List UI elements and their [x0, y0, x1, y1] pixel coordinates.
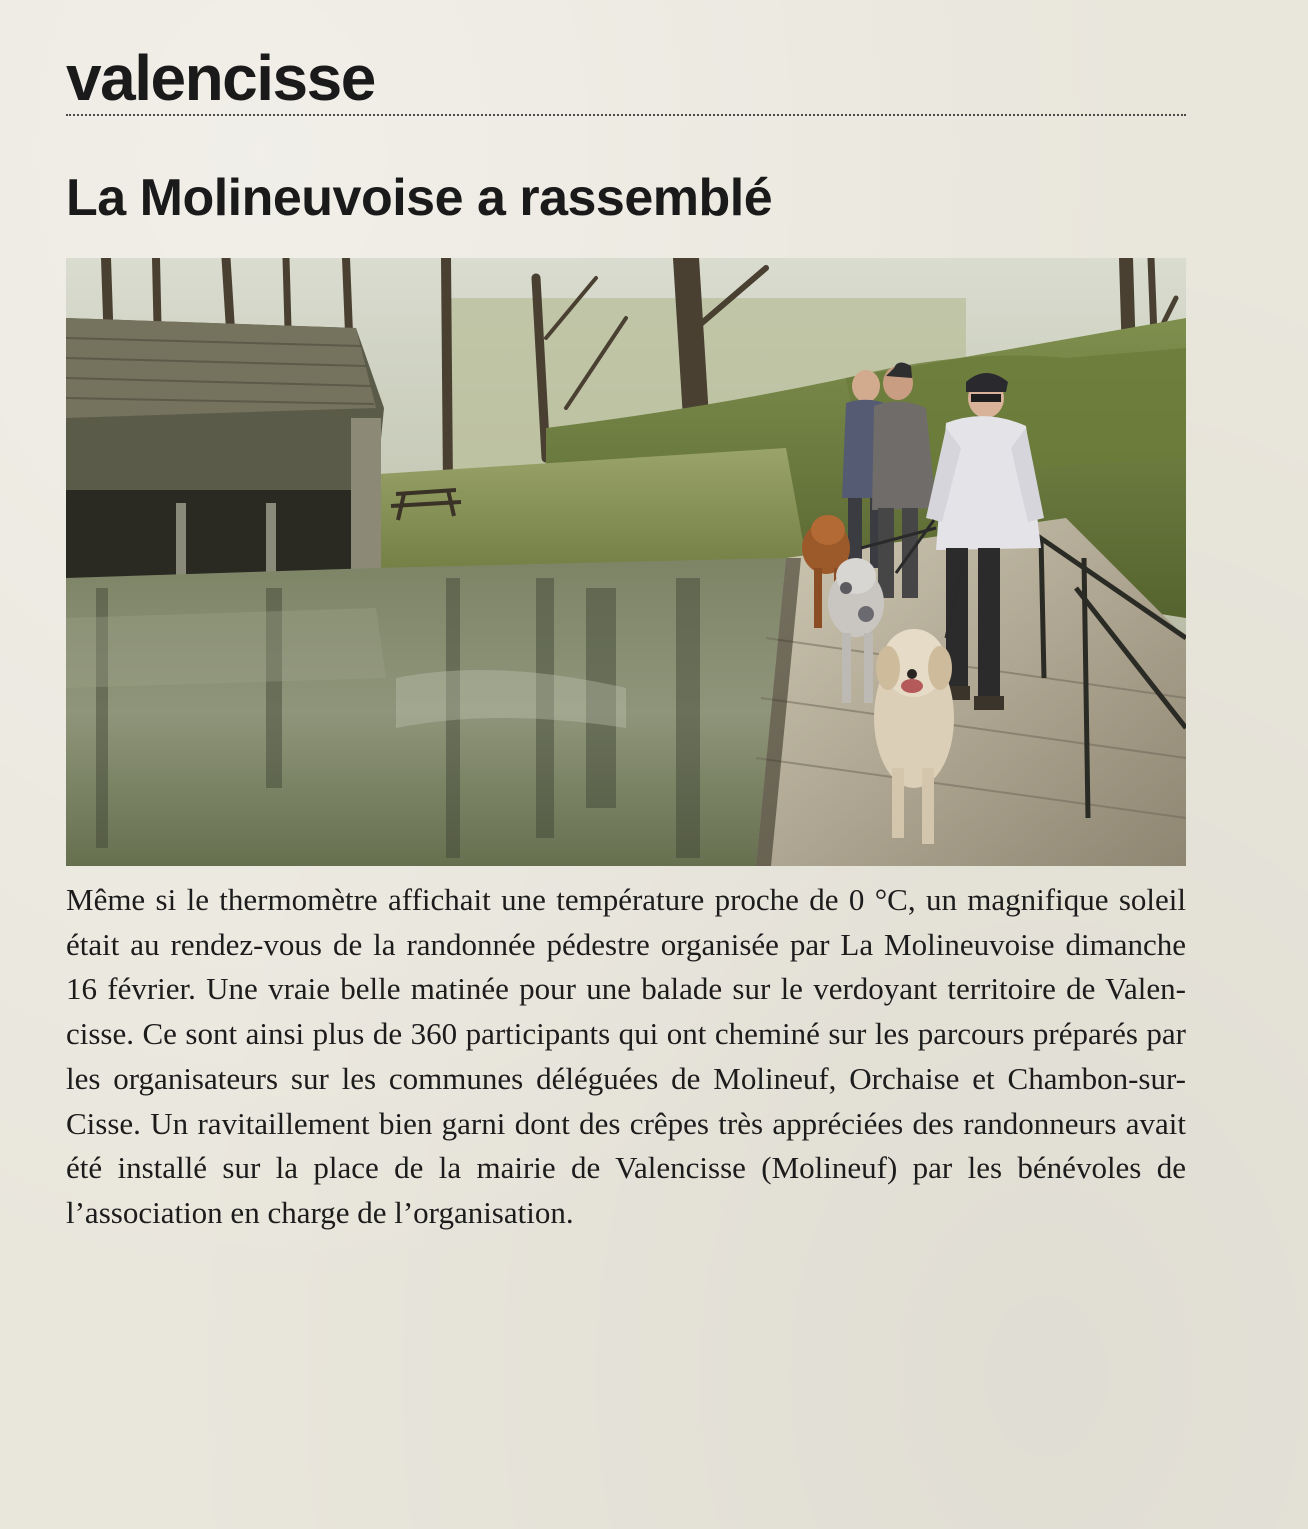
article-body: Même si le thermomètre affichait une température proche de 0 °C, un magnifique soleil était au rendez-vous de la randonnée pédestre organisée par La Molineuvoise dimanche 16 février. Une vraie belle matinée pour une balade sur le verdoyant territoire de Valencisse. Ce sont ainsi plus de 360 participants qui ont cheminé sur les parcours préparés par les organisateurs sur les communes déléguées de Molineuf, Orchaise et Chambon-sur-Cisse. Un ravitaillement bien garni dont des crêpes très appréciées des randonneurs avait été installé sur la place de la mairie de Valencisse (Molineuf) par les bénévoles de l’association en charge de l’organisation.	[66, 882, 1186, 1230]
article-photo	[66, 258, 1186, 866]
article-headline: La Molineuvoise a rassemblé	[66, 169, 773, 227]
section-title: valencisse	[66, 42, 375, 114]
photo-illustration	[66, 258, 1186, 866]
section-divider	[66, 114, 1186, 116]
